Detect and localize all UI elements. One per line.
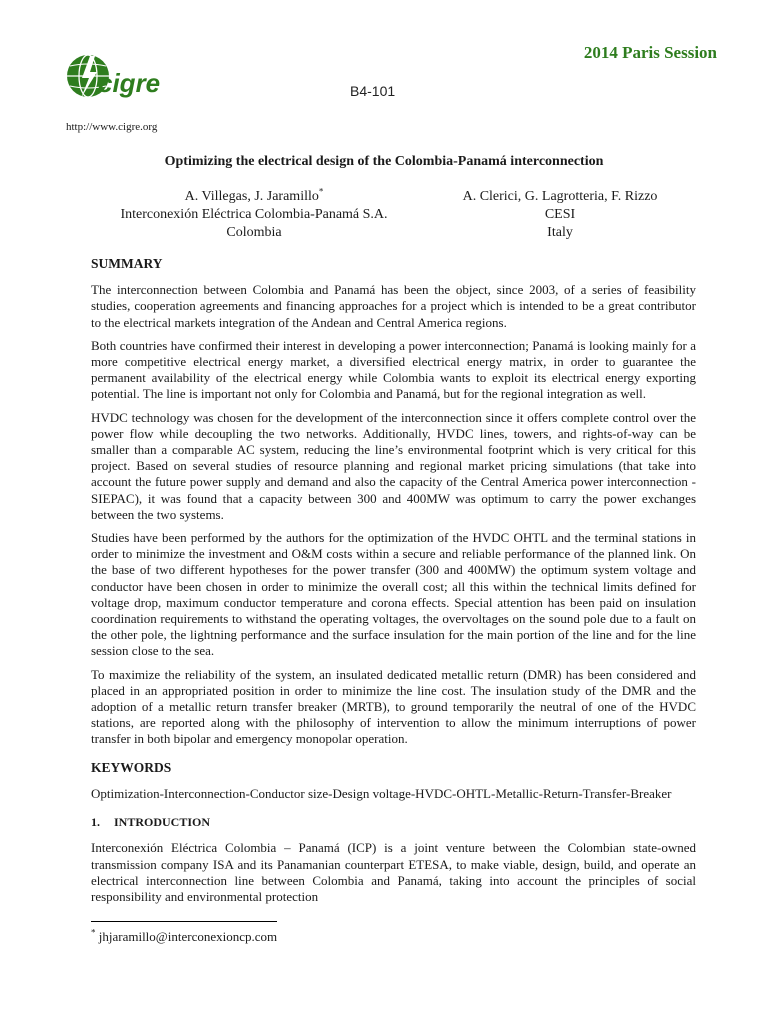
summary-paragraph: Studies have been performed by the authors for the optimization of the HVDC OHTL and the terminal stations in order to minimize the investment and O&M costs within a secure and reliable performance of the planned link. On the base of two different hypotheses for the power transfer (300 and 400MW) the optimum system voltage and conductor have been chosen in order to minimize the overall cost; all this within the technical limits defined for voltage drop, maximum conductor temperature and corona effects. Special attention has been paid on insulation coordination requirements to withstand the operating voltages, the overvoltages on the sound pole due to a fault on the other pole, the lightning performance and the surface insulation for the main portion of the line and for the line session close to the sea. bbox=[91, 530, 696, 659]
cigre-logo bbox=[64, 50, 170, 118]
summary-heading: SUMMARY bbox=[91, 256, 163, 271]
footnote-mark: * bbox=[91, 927, 96, 938]
introduction-paragraph: Interconexión Eléctrica Colombia – Panamá (ICP) is a joint venture between the Colombian state-owned transmission company ISA and its Panamanian counterpart ETESA, to make viable, design, build, and operate an electrical interconnection line between Colombia and Panamá, taking into account the principles of social responsibility and environmental protection bbox=[91, 840, 696, 904]
paper-title: Optimizing the electrical design of the Colombia-Panamá interconnection bbox=[164, 154, 604, 169]
website-url[interactable]: http://www.cigre.org bbox=[66, 121, 158, 133]
footnote-mark: * bbox=[318, 186, 324, 197]
section-number: 1. bbox=[91, 815, 100, 830]
author-affiliation: Interconexión Eléctrica Colombia-Panamá S.A. bbox=[120, 207, 388, 222]
section-title: INTRODUCTION bbox=[114, 815, 211, 830]
author-block-right bbox=[430, 188, 690, 242]
paper-body bbox=[91, 256, 696, 912]
author-names: A. Villegas, J. Jaramillo bbox=[184, 189, 319, 204]
footnote-rule bbox=[91, 921, 277, 922]
session-label: 2014 Paris Session bbox=[583, 43, 717, 62]
summary-paragraph: The interconnection between Colombia and Panamá has been the object, since 2003, of a series of feasibility studies, cooperation agreements and financing approaches for a project which is intended to be a great contributor to the electrical markets integration of the Andean and Central America regions. bbox=[91, 282, 696, 330]
keywords-heading: KEYWORDS bbox=[91, 759, 172, 775]
introduction-heading bbox=[91, 814, 696, 830]
author-country: Colombia bbox=[226, 225, 282, 240]
author-block-left bbox=[96, 188, 412, 242]
paper-id: B4-101 bbox=[350, 83, 396, 99]
footnote-email[interactable]: jhjaramillo@interconexioncp.com bbox=[98, 929, 278, 944]
summary-paragraph: HVDC technology was chosen for the development of the interconnection since it offers complete control over the power flow while decoupling the two networks. Additionally, HVDC lines, towers, and rights-of-way can be smaller than a comparable AC system, reducing the line’s environmental footprint which is very critical for this project. Based on several studies of resource planning and regional market pricing simulations (that take into account the future power supply and demand and also the capacity of the Central America power interconnection - SIEPAC), it was found that a capacity between 300 and 400MW was optimum to carry the power exchanges between the two systems. bbox=[91, 409, 696, 522]
summary-paragraph: To maximize the reliability of the system, an insulated dedicated metallic return (DMR) has been considered and placed in an appropriated position in order to minimize the line cost. The insulation study of the DMR and the adoption of a metallic return transfer breaker (MRTB), to ground temporarily the neutral of one of the HVDC stations, are reported along with the philosophy of intervention to allow the minimum interruptions of power transfer in both bipolar and emergency monopolar operation. bbox=[91, 666, 696, 747]
footnote bbox=[91, 929, 277, 945]
summary-paragraph: Both countries have confirmed their interest in developing a power interconnection; Panamá is looking mainly for a more competitive electrical energy market, a diversified electrical energy matrix, in order to guarantee the permanent availability of the electrical energy while Colombia wants to exploit its electrical energy exporting potential. The line is important not only for Colombia and Panamá, but for the regional integration as well. bbox=[91, 337, 696, 402]
author-names: A. Clerici, G. Lagrotteria, F. Rizzo bbox=[462, 189, 658, 204]
author-affiliation: CESI bbox=[544, 207, 576, 222]
author-country: Italy bbox=[547, 225, 573, 240]
logo-wordmark: cigre bbox=[98, 68, 161, 98]
keywords-text: Optimization-Interconnection-Conductor size-Design voltage-HVDC-OHTL-Metallic-Return-Transfer-Breaker bbox=[91, 785, 672, 801]
